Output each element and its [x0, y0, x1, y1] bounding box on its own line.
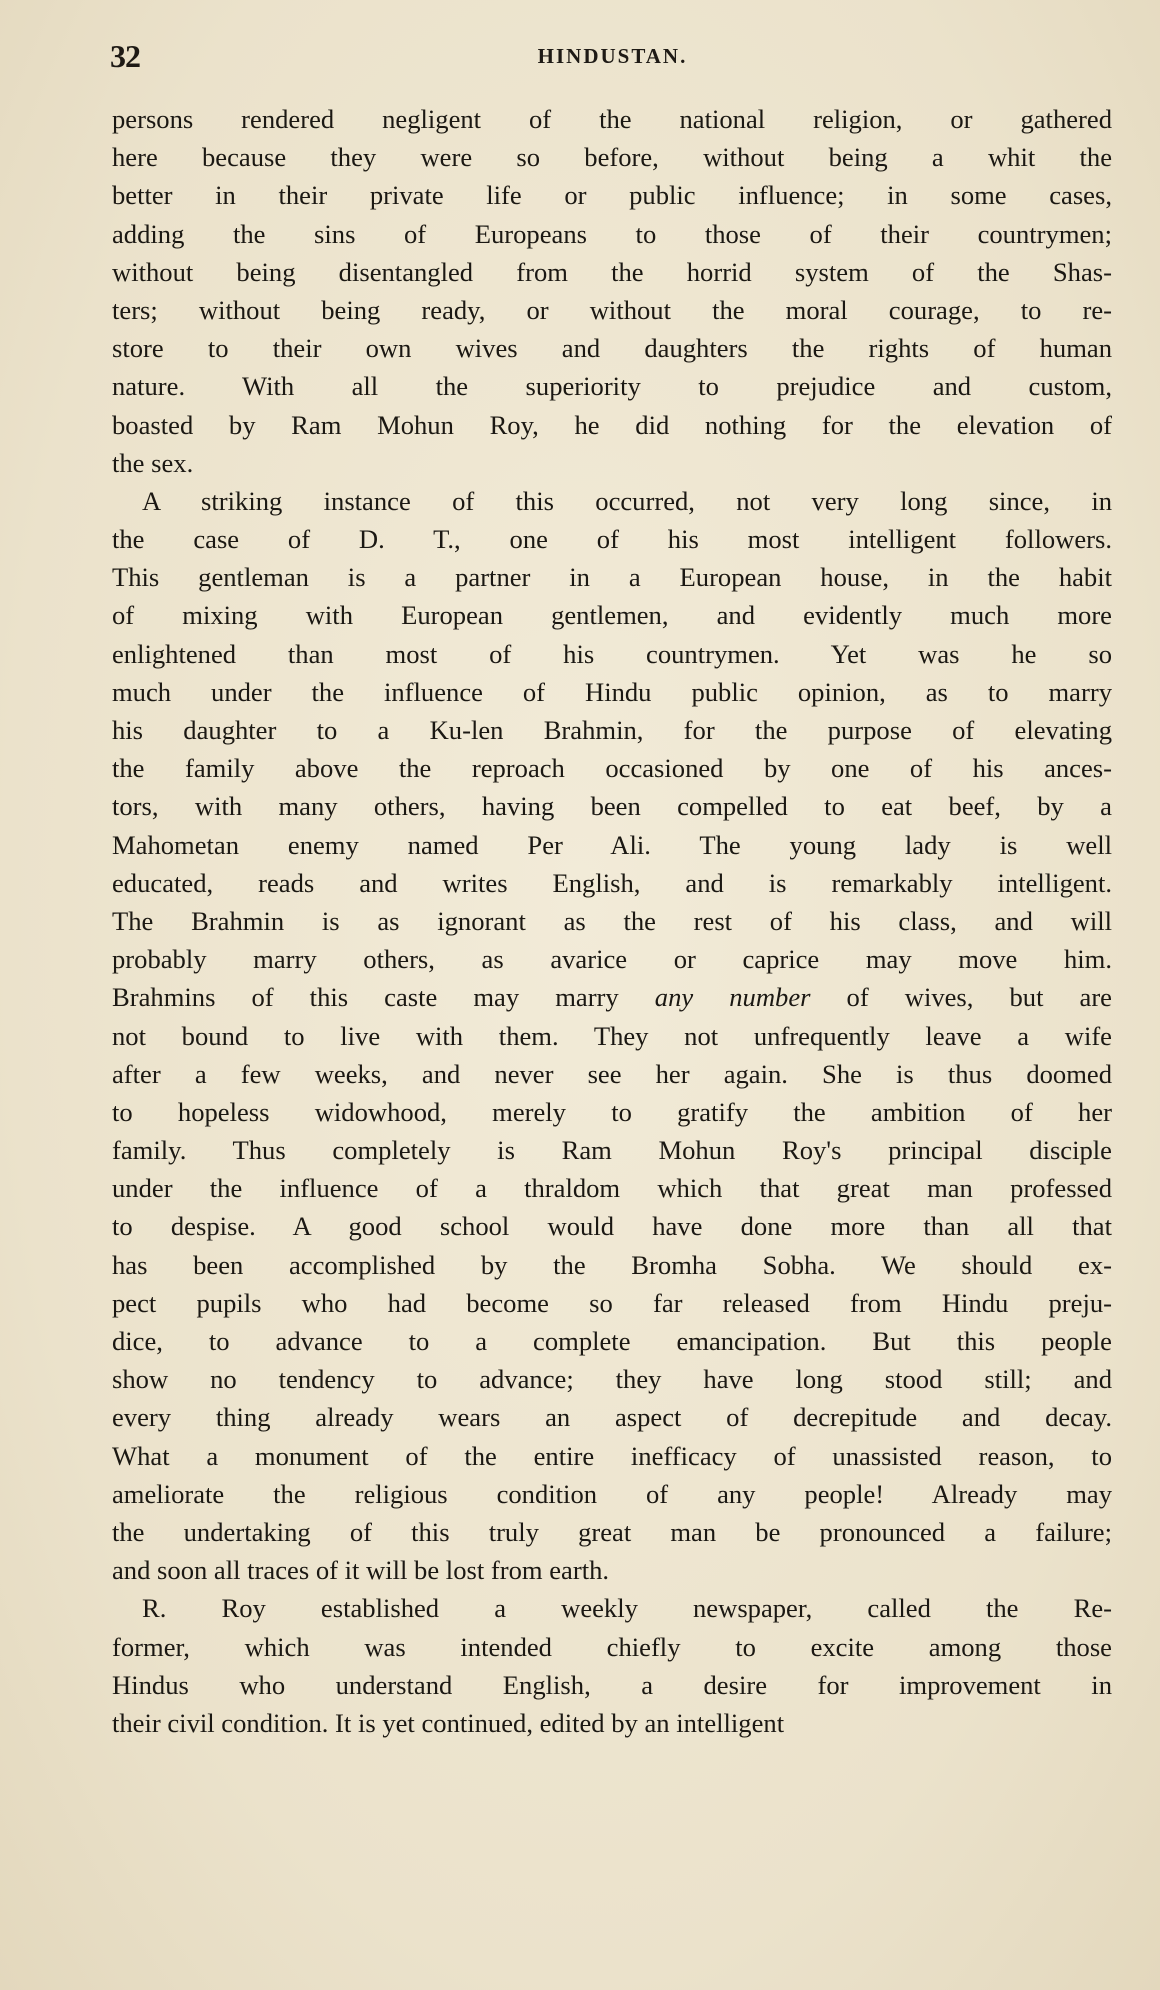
text-line: enlightened than most of his countrymen. Yet was he so: [112, 638, 1112, 669]
text-line: and soon all traces of it will be lost from earth.: [112, 1555, 610, 1586]
text-line: after a few weeks, and never see her again. She is thus doomed: [112, 1058, 1112, 1089]
italic-phrase: any number: [654, 982, 811, 1013]
text-line: under the influence of a thraldom which that great man professed: [112, 1173, 1112, 1204]
running-title: HINDUSTAN.: [537, 44, 688, 68]
text-line: Brahmins of this caste may marry any number of wives, but are: [112, 982, 1112, 1013]
body-text: [112, 100, 1112, 1742]
text-line: of mixing with European gentlemen, and evidently much more: [112, 600, 1112, 631]
text-line: ters; without being ready, or without the moral courage, to re-: [112, 294, 1112, 325]
text-line: boasted by Ram Mohun Roy, he did nothing for the elevation of: [112, 409, 1112, 440]
text-line: Mahometan enemy named Per Ali. The young lady is well: [112, 829, 1112, 860]
text-line: family. Thus completely is Ram Mohun Roy's principal disciple: [112, 1135, 1112, 1166]
text-line: former, which was intended chiefly to excite among those: [112, 1631, 1112, 1662]
text-line: to hopeless widowhood, merely to gratify the ambition of her: [112, 1096, 1112, 1127]
text-line: his daughter to a Ku-len Brahmin, for the purpose of elevating: [112, 715, 1112, 745]
text-line: educated, reads and writes English, and is remarkably intelligent.: [112, 867, 1112, 898]
text-line: much under the influence of Hindu public opinion, as to marry: [112, 676, 1112, 707]
text-line: persons rendered negligent of the national religion, or gathered: [112, 104, 1112, 134]
text-line: R. Roy established a weekly newspaper, called the Re-: [142, 1593, 1112, 1624]
page-number: 32: [110, 38, 140, 74]
text-line: dice, to advance to a complete emancipation. But this people: [112, 1326, 1112, 1356]
text-line: the family above the reproach occasioned by one of his ances-: [112, 753, 1112, 784]
text-line: nature. With all the superiority to prejudice and custom,: [112, 371, 1112, 402]
text-line: A striking instance of this occurred, not very long since, in: [142, 485, 1112, 516]
text-line: adding the sins of Europeans to those of their countrymen;: [112, 218, 1112, 249]
text-line: tors, with many others, having been compelled to eat beef, by a: [112, 791, 1112, 822]
text-line: show no tendency to advance; they have long stood still; and: [112, 1364, 1112, 1395]
text-line: better in their private life or public influence; in some cases,: [112, 180, 1112, 211]
text-line: pect pupils who had become so far released from Hindu preju-: [112, 1287, 1112, 1318]
text-line: not bound to live with them. They not unfrequently leave a wife: [112, 1020, 1112, 1051]
text-line: to despise. A good school would have done more than all that: [112, 1211, 1112, 1242]
text-line: This gentleman is a partner in a European house, in the habit: [112, 562, 1112, 593]
text-line: the case of D. T., one of his most intelligent followers.: [112, 524, 1112, 555]
text-line: their civil condition. It is yet continued, edited by an intelligent: [112, 1707, 785, 1738]
text-line: Hindus who understand English, a desire for improvement in: [112, 1669, 1112, 1700]
text-line: probably marry others, as avarice or caprice may move him.: [112, 944, 1112, 975]
text-line: every thing already wears an aspect of decrepitude and decay.: [112, 1402, 1112, 1433]
text-line: ameliorate the religious condition of any people! Already may: [112, 1478, 1112, 1509]
text-line: store to their own wives and daughters the rights of human: [112, 333, 1112, 364]
text-line: What a monument of the entire inefficacy of unassisted reason, to: [112, 1440, 1112, 1471]
page-header: [110, 38, 1115, 78]
text-line: the undertaking of this truly great man be pronounced a failure;: [112, 1516, 1112, 1547]
text-line: without being disentangled from the horrid system of the Shas-: [112, 256, 1112, 287]
text-line: The Brahmin is as ignorant as the rest of his class, and will: [112, 905, 1112, 936]
text-line: has been accomplished by the Bromha Sobha. We should ex-: [112, 1249, 1112, 1280]
text-line: here because they were so before, without being a whit the: [112, 142, 1112, 173]
text-line: the sex.: [112, 447, 194, 478]
